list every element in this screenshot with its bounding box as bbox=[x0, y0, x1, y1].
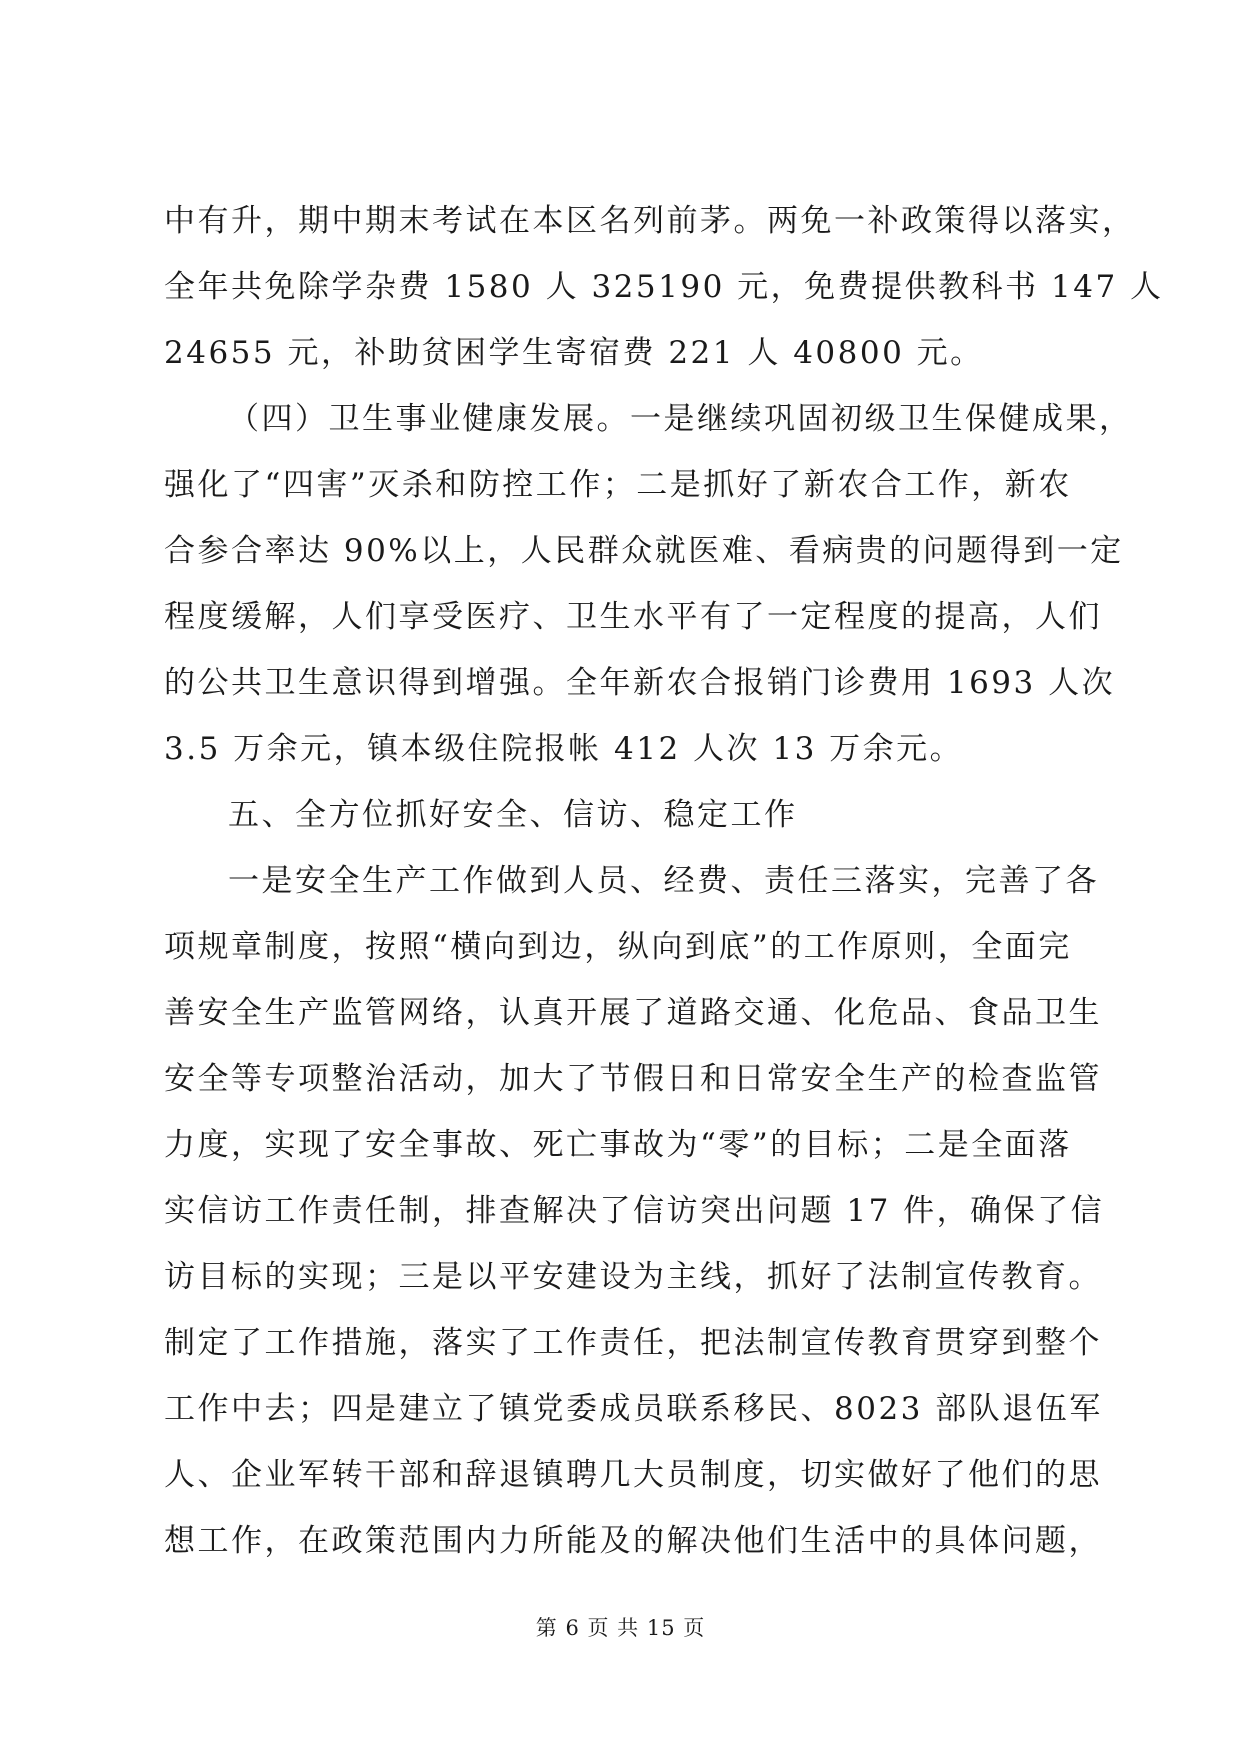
text-line: 合参合率达 90%以上，人民群众就医难、看病贵的问题得到一定 bbox=[164, 533, 1124, 569]
text-line: 程度缓解，人们享受医疗、卫生水平有了一定程度的提高，人们 bbox=[164, 599, 1102, 635]
text-line: 想工作，在政策范围内力所能及的解决他们生活中的具体问题， bbox=[164, 1523, 1102, 1559]
text-line: 3.5 万余元，镇本级住院报帐 412 人次 13 万余元。 bbox=[164, 731, 964, 767]
text-line: 制定了工作措施，落实了工作责任，把法制宣传教育贯穿到整个 bbox=[164, 1325, 1102, 1361]
document-body bbox=[164, 188, 1164, 1574]
text-line: 项规章制度，按照“横向到边，纵向到底”的工作原则，全面完 bbox=[164, 929, 1072, 965]
text-line: 人、企业军转干部和辞退镇聘几大员制度，切实做好了他们的思 bbox=[164, 1457, 1102, 1493]
text-line: 工作中去；四是建立了镇党委成员联系移民、8023 部队退伍军 bbox=[164, 1391, 1103, 1427]
text-line: 力度，实现了安全事故、死亡事故为“零”的目标；二是全面落 bbox=[164, 1127, 1072, 1163]
text-line: 全年共免除学杂费 1580 人 325190 元，免费提供教科书 147 人 bbox=[164, 269, 1164, 305]
text-line: 一是安全生产工作做到人员、经费、责任三落实，完善了各 bbox=[228, 863, 1099, 899]
text-line: 善安全生产监管网络，认真开展了道路交通、化危品、食品卫生 bbox=[164, 995, 1102, 1031]
page-footer: 第 6 页 共 15 页 bbox=[535, 1616, 706, 1640]
text-line: 的公共卫生意识得到增强。全年新农合报销门诊费用 1693 人次 bbox=[164, 665, 1116, 701]
text-line: 五、全方位抓好安全、信访、稳定工作 bbox=[228, 797, 798, 833]
text-line: 实信访工作责任制，排查解决了信访突出问题 17 件，确保了信 bbox=[164, 1193, 1105, 1229]
text-line: 24655 元，补助贫困学生寄宿费 221 人 40800 元。 bbox=[164, 335, 984, 371]
text-line: 强化了“四害”灭杀和防控工作；二是抓好了新农合工作，新农 bbox=[164, 467, 1072, 503]
text-line: 安全等专项整治活动，加大了节假日和日常安全生产的检查监管 bbox=[164, 1061, 1102, 1097]
text-line: 中有升，期中期末考试在本区名列前茅。两免一补政策得以落实， bbox=[164, 203, 1136, 239]
text-line: （四）卫生事业健康发展。一是继续巩固初级卫生保健成果， bbox=[228, 401, 1133, 437]
text-line: 访目标的实现；三是以平安建设为主线，抓好了法制宣传教育。 bbox=[164, 1259, 1102, 1295]
